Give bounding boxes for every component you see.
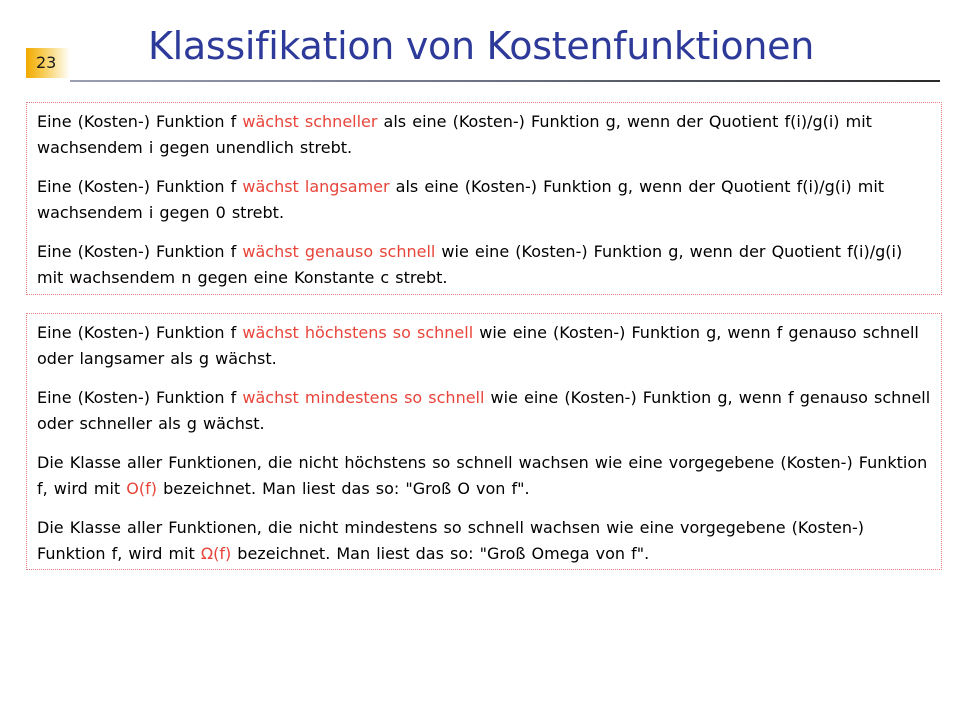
definition-big-omega [37,515,931,567]
title-divider [70,80,940,82]
definition-at-least [37,385,931,437]
definition-text: Eine (Kosten-) Funktion f [37,388,243,407]
definition-text: wie eine (Kosten-) Funktion g, wenn f genauso schnell oder schneller als g wächst. [37,388,931,433]
definition-text: bezeichnet. Man liest das so: "Groß O von f". [156,479,530,498]
definition-box-growth [26,102,942,295]
definition-big-o [37,450,931,502]
definition-text: Die Klasse aller Funktionen, die nicht höchstens so schnell wachsen wie eine vorgegebene (Kosten-) Funktion f, wird mit [37,453,928,498]
definition-text: Eine (Kosten-) Funktion f [37,112,243,131]
definition-faster [37,109,931,161]
highlight-term: Ω(f) [200,544,232,563]
definition-text: Die Klasse aller Funktionen, die nicht mindestens so schnell wachsen wie eine vorgegebene (Kosten-) Funktion f, wird mit [37,518,864,563]
highlight-term: wächst mindestens so schnell [242,388,485,407]
highlight-term: O(f) [126,479,157,498]
definition-text: Eine (Kosten-) Funktion f [37,177,243,196]
definition-text: wie eine (Kosten-) Funktion g, wenn f genauso schnell oder langsamer als g wächst. [37,323,919,368]
highlight-term: wächst langsamer [242,177,390,196]
definition-equal [37,239,931,291]
highlight-term: wächst schneller [242,112,378,131]
highlight-term: wächst genauso schnell [242,242,436,261]
highlight-term: wächst höchstens so schnell [242,323,474,342]
definition-text: als eine (Kosten-) Funktion g, wenn der Quotient f(i)/g(i) mit wachsendem i gegen unendlich strebt. [37,112,872,157]
definition-text: als eine (Kosten-) Funktion g, wenn der Quotient f(i)/g(i) mit wachsendem i gegen 0 strebt. [37,177,885,222]
definition-box-classes [26,313,942,570]
definition-text: Eine (Kosten-) Funktion f [37,323,243,342]
definition-slower [37,174,931,226]
definition-text: Eine (Kosten-) Funktion f [37,242,243,261]
definition-at-most [37,320,931,372]
slide-number: 23 [26,48,70,78]
definition-text: bezeichnet. Man liest das so: "Groß Omega von f". [231,544,650,563]
definition-text: wie eine (Kosten-) Funktion g, wenn der Quotient f(i)/g(i) mit wachsendem n gegen eine Konstante c strebt. [37,242,903,287]
page-title: Klassifikation von Kostenfunktionen [148,24,814,68]
